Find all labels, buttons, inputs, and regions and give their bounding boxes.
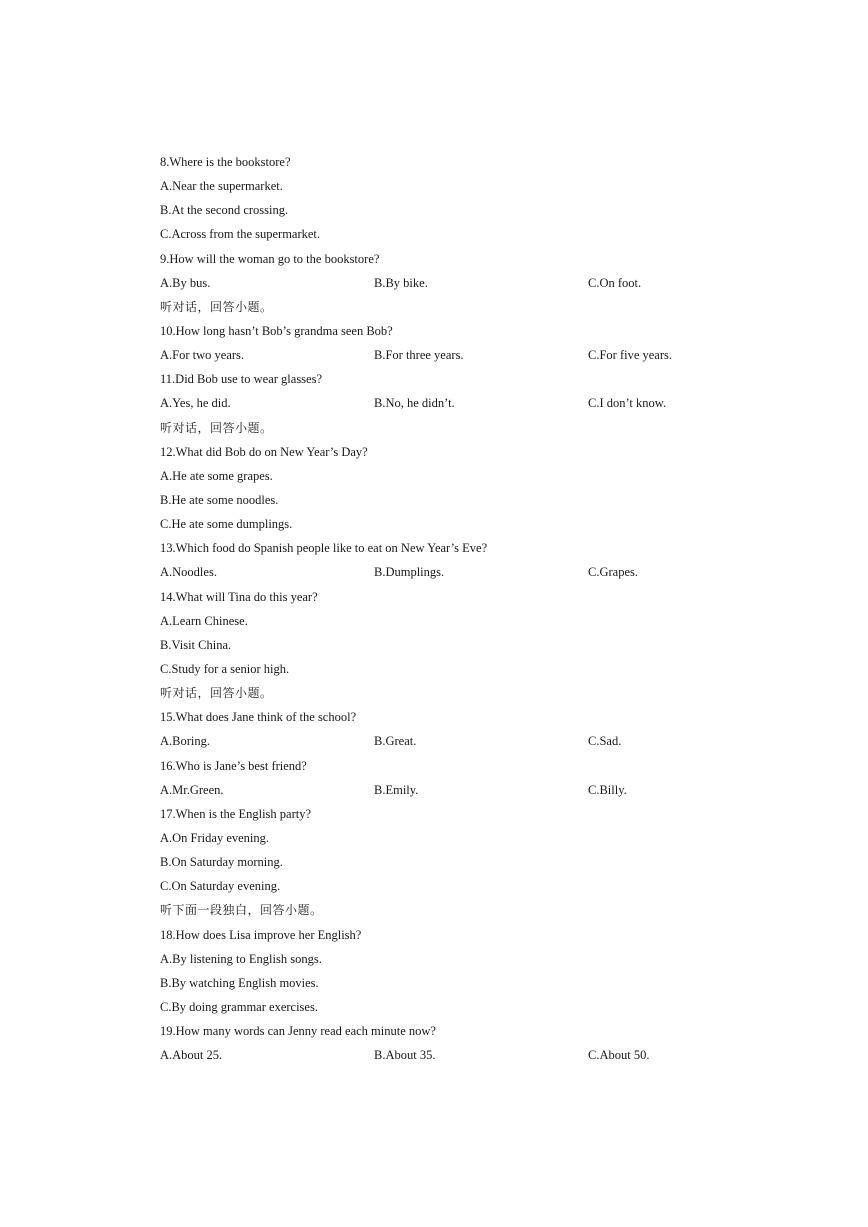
option-c: C.Sad.: [588, 734, 622, 749]
instruction-line: [160, 295, 720, 319]
question-line: [160, 1019, 720, 1043]
option-text: C.By doing grammar exercises.: [160, 999, 318, 1014]
option-text: A.Learn Chinese.: [160, 613, 248, 628]
option-line: [160, 222, 720, 246]
option-a: A.By bus.: [160, 275, 211, 290]
question-text: 18.How does Lisa improve her English?: [160, 927, 362, 942]
option-c: C.Grapes.: [588, 565, 638, 580]
instruction-text: 听对话，回答小题。: [160, 299, 273, 314]
question-text: 17.When is the English party?: [160, 806, 312, 821]
option-text: A.By listening to English songs.: [160, 951, 322, 966]
option-a: A.Noodles.: [160, 565, 217, 580]
option-text: A.On Friday evening.: [160, 830, 270, 845]
question-text: 11.Did Bob use to wear glasses?: [160, 372, 323, 387]
instruction-text: 听下面一段独白，回答小题。: [160, 903, 323, 918]
option-text: C.On Saturday evening.: [160, 879, 281, 894]
question-line: [160, 536, 720, 560]
option-line: [160, 657, 720, 681]
option-line: [160, 512, 720, 536]
option-line: [160, 488, 720, 512]
question-line: [160, 319, 720, 343]
question-line: [160, 754, 720, 778]
option-b: B.Emily.: [374, 782, 419, 797]
option-text: C.He ate some dumplings.: [160, 517, 293, 532]
option-line: [160, 609, 720, 633]
instruction-text: 听对话，回答小题。: [160, 420, 273, 435]
option-line: [160, 947, 720, 971]
option-c: C.On foot.: [588, 275, 642, 290]
instruction-line: [160, 681, 720, 705]
option-text: A.Near the supermarket.: [160, 179, 283, 194]
option-row: [160, 778, 720, 802]
option-b: B.About 35.: [374, 1048, 436, 1063]
option-c: C.I don’t know.: [588, 396, 667, 411]
option-c: C.Billy.: [588, 782, 627, 797]
question-line: [160, 705, 720, 729]
option-line: [160, 874, 720, 898]
question-line: [160, 247, 720, 271]
question-text: 19.How many words can Jenny read each minute now?: [160, 1024, 436, 1039]
question-text: 15.What does Jane think of the school?: [160, 710, 357, 725]
exam-page: [160, 150, 720, 1067]
option-row: [160, 729, 720, 753]
option-line: [160, 198, 720, 222]
option-a: A.About 25.: [160, 1048, 223, 1063]
question-text: 16.Who is Jane’s best friend?: [160, 758, 307, 773]
option-line: [160, 850, 720, 874]
question-line: [160, 440, 720, 464]
option-text: B.On Saturday morning.: [160, 855, 283, 870]
option-row: [160, 271, 720, 295]
question-line: [160, 802, 720, 826]
instruction-line: [160, 416, 720, 440]
option-line: [160, 826, 720, 850]
option-text: B.Visit China.: [160, 637, 232, 652]
option-a: A.Yes, he did.: [160, 396, 231, 411]
question-line: [160, 923, 720, 947]
option-b: B.For three years.: [374, 348, 464, 363]
instruction-text: 听对话，回答小题。: [160, 686, 273, 701]
question-text: 12.What did Bob do on New Year’s Day?: [160, 444, 368, 459]
option-b: B.Dumplings.: [374, 565, 445, 580]
option-text: C.Across from the supermarket.: [160, 227, 321, 242]
question-text: 13.Which food do Spanish people like to eat on New Year’s Eve?: [160, 541, 488, 556]
option-b: B.No, he didn’t.: [374, 396, 455, 411]
option-row: [160, 343, 720, 367]
question-line: [160, 150, 720, 174]
option-row: [160, 1043, 720, 1067]
option-line: [160, 633, 720, 657]
question-text: 8.Where is the bookstore?: [160, 155, 291, 169]
question-text: 9.How will the woman go to the bookstore?: [160, 251, 380, 266]
option-b: B.By bike.: [374, 275, 428, 290]
option-text: B.By watching English movies.: [160, 975, 319, 990]
instruction-line: [160, 898, 720, 922]
option-a: A.For two years.: [160, 348, 245, 363]
option-text: C.Study for a senior high.: [160, 661, 290, 676]
option-row: [160, 391, 720, 415]
question-text: 14.What will Tina do this year?: [160, 589, 318, 604]
option-a: A.Boring.: [160, 734, 210, 749]
question-text: 10.How long hasn’t Bob’s grandma seen Bob?: [160, 323, 393, 338]
option-c: C.About 50.: [588, 1048, 650, 1063]
option-c: C.For five years.: [588, 348, 673, 363]
option-row: [160, 560, 720, 584]
option-text: A.He ate some grapes.: [160, 468, 273, 483]
question-line: [160, 585, 720, 609]
option-text: B.At the second crossing.: [160, 203, 289, 218]
option-text: B.He ate some noodles.: [160, 492, 279, 507]
option-line: [160, 174, 720, 198]
option-line: [160, 464, 720, 488]
option-line: [160, 971, 720, 995]
option-line: [160, 995, 720, 1019]
option-b: B.Great.: [374, 734, 417, 749]
option-a: A.Mr.Green.: [160, 782, 224, 797]
question-line: [160, 367, 720, 391]
